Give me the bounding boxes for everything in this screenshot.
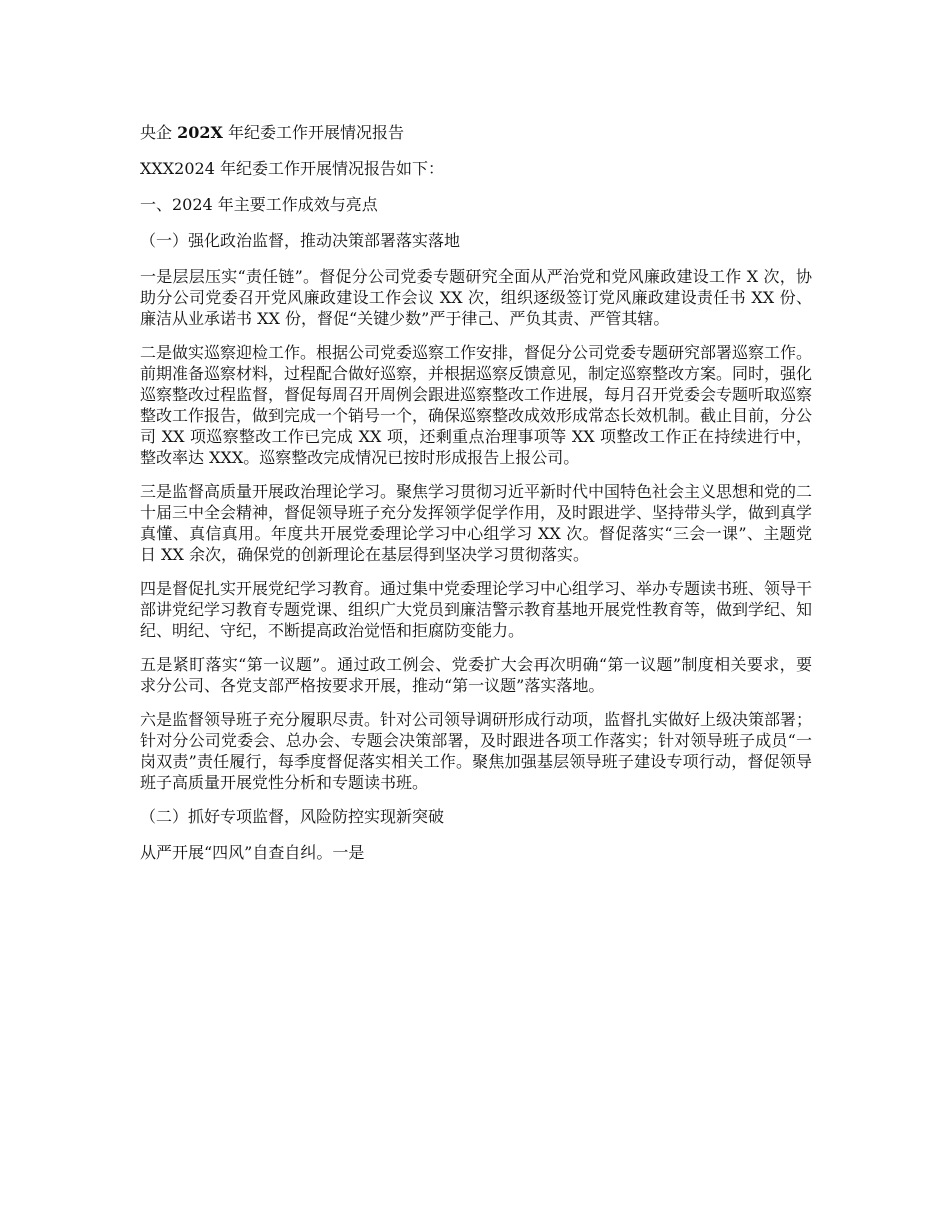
paragraph-3: 三是监督高质量开展政治理论学习。聚焦学习贯彻习近平新时代中国特色社会主义思想和党的二十届三中全会精神，督促领导班子充分发挥领学促学作用，及时跟进学、坚持带头学，做到真学真懂、真信真用。年度共开展党委理论学习中心组学习 XX 次。督促落实“三会一课”、主题党日 XX 余次，确保党的创新理论在基层得到坚决学习贯彻落实。 [140,482,813,564]
paragraph-6: 六是监督领导班子充分履职尽责。针对公司领导调研形成行动项，监督扎实做好上级决策部署；针对分公司党委会、总办会、专题会决策部署，及时跟进各项工作落实；针对领导班子成员“一岗双责”责任履行，每季度督促落实相关工作。聚焦加强基层领导班子建设专项行动，督促领导班子高质量开展党性分析和专题读书班。 [140,710,813,792]
section-heading-1: 一、2024 年主要工作成效与亮点 [140,195,378,214]
document-title [140,122,812,144]
subsection-heading-2: （二）抓好专项监督，风险防控实现新突破 [140,807,445,826]
paragraph-2: 二是做实巡察迎检工作。根据公司党委巡察工作安排，督促分公司党委专题研究部署巡察工作。前期准备巡察材料，过程配合做好巡察，并根据巡察反馈意见，制定巡察整改方案。同时，强化巡察整改过程监督，督促每周召开周例会跟进巡察整改工作进展，每月召开党委会专题听取巡察整改工作报告，做到完成一个销号一个，确保巡察整改成效形成常态长效机制。截止目前，分公司 XX 项巡察整改工作已完成 XX 项，还剩重点治理事项等 XX 项整改工作正在持续进行中，整改率达 XXX。巡察整改完成情况已按时形成报告上报公司。 [140,343,813,467]
title-suffix: 年纪委工作开展情况报告 [222,123,404,142]
paragraph-last: 从严开展“四风”自查自纠。一是 [140,843,365,862]
paragraph-4: 四是督促扎实开展党纪学习教育。通过集中党委理论学习中心组学习、举办专题读书班、领导干部讲党纪学习教育专题党课、组织广大党员到廉洁警示教育基地开展党性教育等，做到学纪、知纪、明纪、守纪，不断提高政治觉悟和拒腐防变能力。 [140,579,813,640]
intro-line: XXX2024 年纪委工作开展情况报告如下： [140,159,444,178]
title-year: 202X [177,123,223,142]
document-page [140,122,812,876]
subsection-heading-1: （一）强化政治监督，推动决策部署落实落地 [140,231,461,250]
paragraph-1: 一是层层压实“责任链”。督促分公司党委专题研究全面从严治党和党风廉政建设工作 X 次，协助分公司党委召开党风廉政建设工作会议 XX 次，组织逐级签订党风廉政建设责任书 XX 份、廉洁从业承诺书 XX 份，督促“关键少数”严于律己、严负其责、严管其辖。 [140,267,812,328]
title-prefix: 央企 [140,123,178,142]
paragraph-5: 五是紧盯落实“第一议题”。通过政工例会、党委扩大会再次明确“第一议题”制度相关要求，要求分公司、各党支部严格按要求开展，推动“第一议题”落实落地。 [140,655,812,695]
